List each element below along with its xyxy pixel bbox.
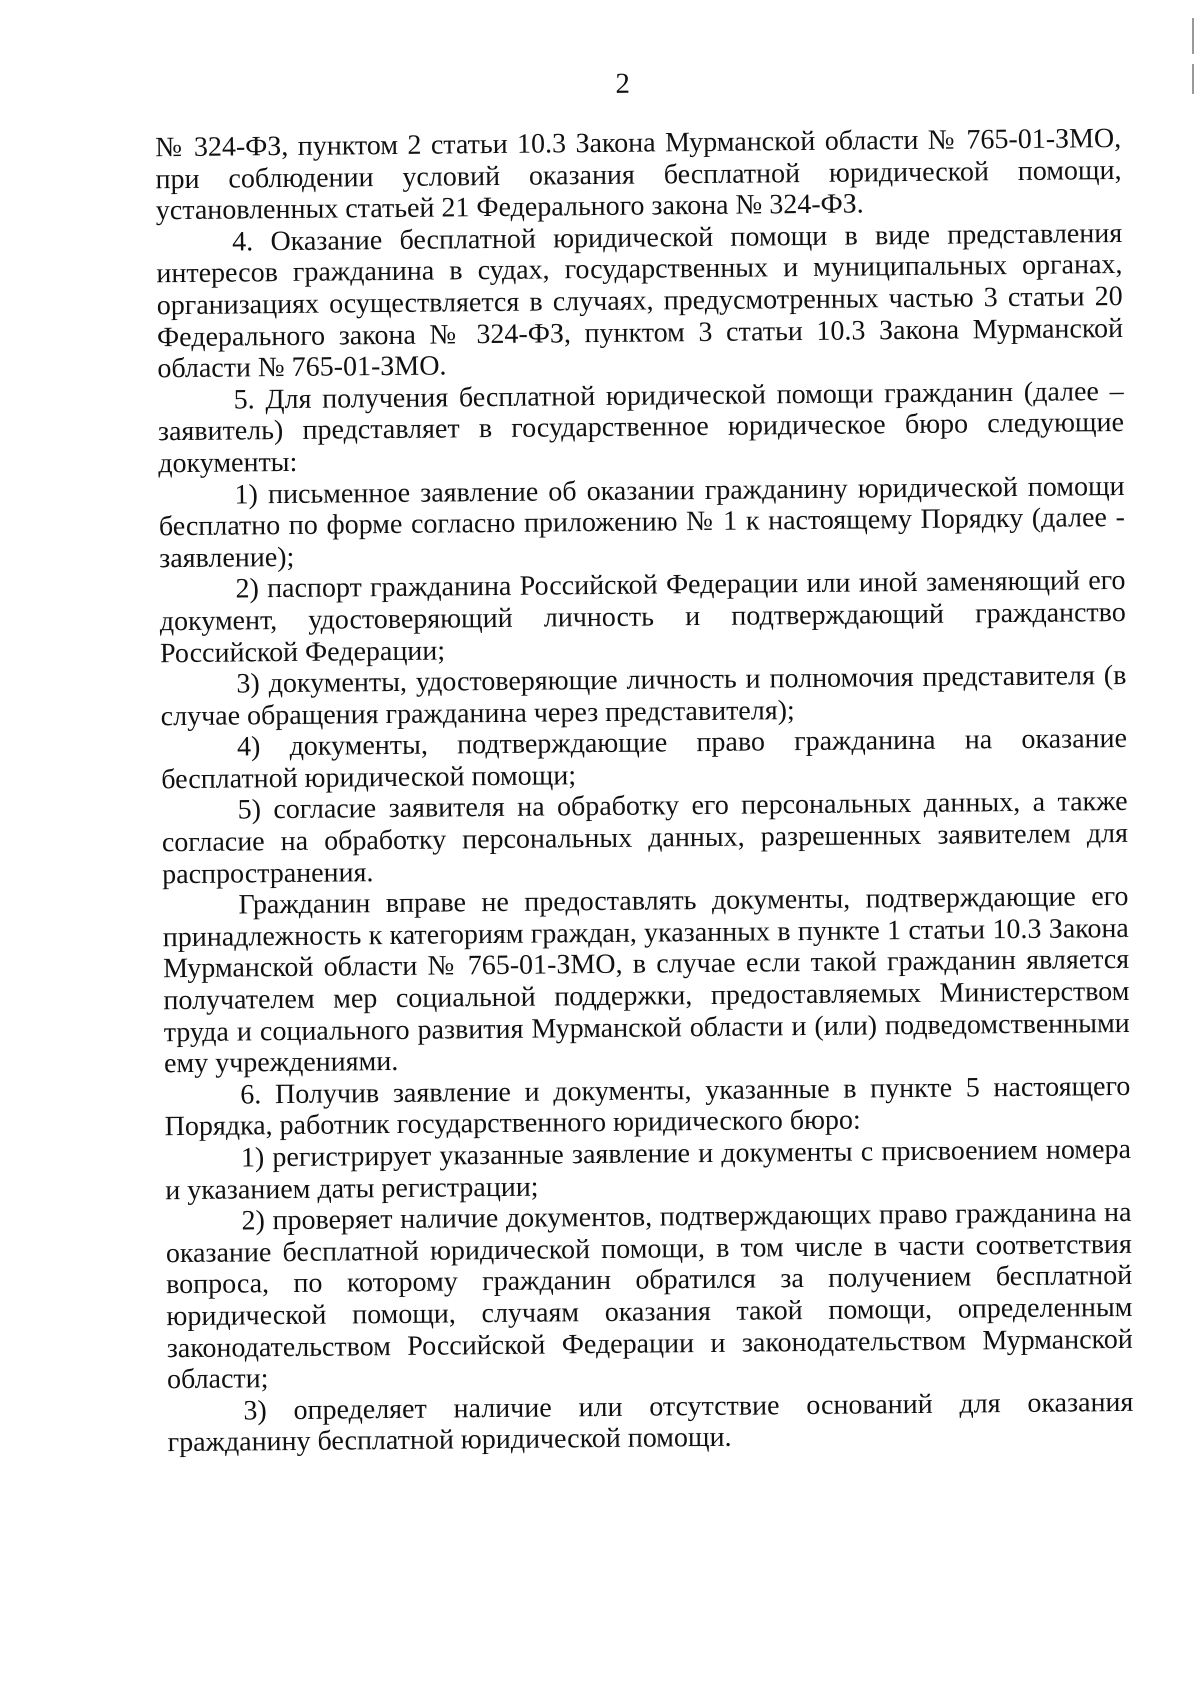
paragraph-6-item-3: 3) определяет наличие или отсутствие оснований для оказания гражданину бесплатной юридической помощи.	[167, 1386, 1134, 1459]
paragraph-5-note: Гражданин вправе не предоставлять документы, подтверждающие его принадлежность к категориям граждан, указанных в пункте 1 статьи 10.3 Закона Мурманской области № 765-01-ЗМО, в случае если такой гражданин является получателем мер социальной поддержки, предоставляемых Министерством труда и социального развития Мурманской области и (или) подведомственными ему учреждениями.	[162, 881, 1130, 1080]
paragraph-6: 6. Получив заявление и документы, указанные в пункте 5 настоящего Порядка, работник государственного юридического бюро:	[164, 1070, 1131, 1143]
paragraph-continuation: № 324-ФЗ, пунктом 2 статьи 10.3 Закона Мурманской области № 765-01-ЗМО, при соблюдении условий оказания бесплатной юридической помощи, установленных статьей 21 Федерального закона № 324-ФЗ.	[155, 122, 1122, 227]
paragraph-5: 5. Для получения бесплатной юридической помощи гражданин (далее – заявитель) представляет в государственное юридическое бюро следующие документы:	[157, 375, 1125, 480]
paragraph-5-item-5: 5) согласие заявителя на обработку его персональных данных, а также согласие на обработку персональных данных, разрешенных заявителем для распространения.	[161, 786, 1129, 890]
paragraph-5-item-2: 2) паспорт гражданина Российской Федерации или иной заменяющий его документ, удостоверяющий личность и подтверждающий гражданство Российской Федерации;	[159, 565, 1126, 669]
document-body	[155, 123, 1134, 1459]
paragraph-5-item-4: 4) документы, подтверждающие право гражданина на оказание бесплатной юридической помощи;	[161, 723, 1128, 796]
paragraph-6-item-1: 1) регистрирует указанные заявление и документы с присвоением номера и указанием даты регистрации;	[165, 1133, 1132, 1206]
paragraph-6-item-2: 2) проверяет наличие документов, подтверждающих право гражданина на оказание бесплатной юридической помощи, в том числе в части соответствия вопроса, по которому гражданин обратился за получением бесплатной юридической помощи, случаям оказания такой помощи, определенным законодательством Российской Федерации и законодательством Мурманской области;	[165, 1197, 1133, 1396]
page-number: 2	[615, 67, 631, 100]
paragraph-5-item-3: 3) документы, удостоверяющие личность и полномочия представителя (в случае обращения гражданина через представителя);	[160, 660, 1127, 732]
paragraph-5-item-1: 1) письменное заявление об оказании гражданину юридической помощи бесплатно по форме согласно приложению № 1 к настоящему Порядку (далее - заявление);	[158, 470, 1125, 574]
paragraph-4: 4. Оказание бесплатной юридической помощи в виде представления интересов гражданина в судах, государственных и муниципальных органах, организациях осуществляется в случаях, предусмотренных частью 3 статьи 20 Федерального закона № 324-ФЗ, пунктом 3 статьи 10.3 Закона Мурманской области № 765-01-ЗМО.	[156, 217, 1124, 385]
